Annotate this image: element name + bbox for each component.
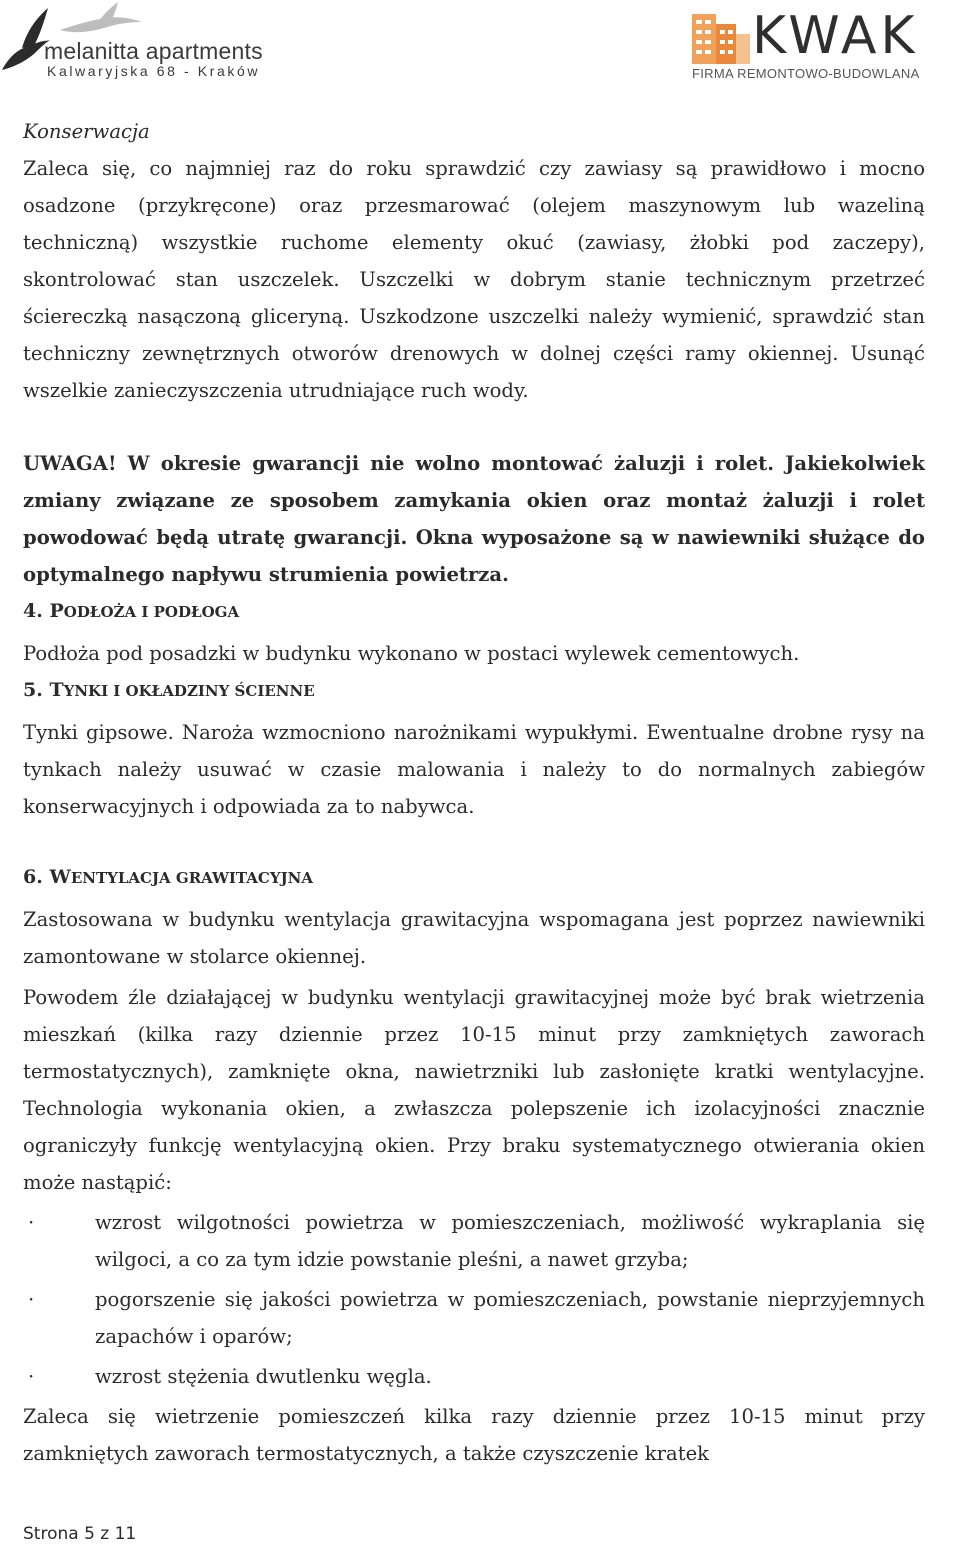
kwak-logo <box>690 8 952 88</box>
building-icon <box>690 10 752 68</box>
page-number: Strona 5 z 11 <box>23 1524 137 1544</box>
section-4-title-cap: P <box>49 600 64 622</box>
section-6-number: 6. <box>23 866 43 888</box>
section-5-title-rest: YNKI I OKŁADZINY ŚCIENNE <box>63 682 315 700</box>
section-4-text: Podłoża pod posadzki w budynku wykonano w postaci wylewek cementowych. <box>23 642 800 665</box>
kwak-subtitle: FIRMA REMONTOWO-BUDOWLANA <box>692 66 920 81</box>
bullet-icon: · <box>28 1288 35 1311</box>
page-header <box>0 0 960 95</box>
effects-list <box>23 1204 925 1395</box>
bird-icon-light <box>58 0 158 40</box>
conservation-heading: Konserwacja <box>23 120 150 143</box>
list-item-text: wzrost wilgotności powietrza w pomieszczeniach, możliwość wykraplania się wilgoci, a co za tym idzie powstanie pleśni, a nawet grzyba; <box>95 1211 925 1271</box>
section-4-title-rest: ODŁOŻA I PODŁOGA <box>63 603 240 621</box>
list-item <box>23 1358 925 1395</box>
section-6-heading <box>23 859 925 897</box>
list-item-text: wzrost stężenia dwutlenku węgla. <box>95 1365 432 1388</box>
brand-name: melanitta apartments <box>44 38 263 64</box>
warning-text: UWAGA! W okresie gwarancji nie wolno montować żaluzji i rolet. Jakiekolwiek zmiany związane ze sposobem zamykania okien oraz montaż żaluzji i rolet powodować będą utratę gwarancji. Okna wyposażone są w nawiewniki służące do optymalnego napływu strumienia powietrza. <box>23 452 925 586</box>
section-5-text: Tynki gipsowe. Naroża wzmocniono narożnikami wypukłymi. Ewentualne drobne rysy na tynkach należy usuwać w czasie malowania i należy to do normalnych zabiegów konserwacyjnych i odpowiada za to nabywca. <box>23 721 925 818</box>
section-4-heading <box>23 593 925 631</box>
brand-address: Kalwaryjska 68 - Kraków <box>47 63 261 79</box>
section-6-text-3: Zaleca się wietrzenie pomieszczeń kilka razy dziennie przez 10-15 minut przy zamkniętych zaworach termostatycznych, a także czyszczenie kratek <box>23 1405 925 1465</box>
bullet-icon: · <box>28 1365 35 1388</box>
section-5-heading <box>23 672 925 710</box>
section-4-number: 4. <box>23 600 43 622</box>
list-item <box>23 1204 925 1278</box>
list-item <box>23 1281 925 1355</box>
section-6-title-cap: W <box>49 866 71 888</box>
section-5-title-cap: T <box>49 679 64 701</box>
list-item-text: pogorszenie się jakości powietrza w pomieszczeniach, powstanie nieprzyjemnych zapachów i oparów; <box>95 1288 925 1348</box>
bullet-icon: · <box>28 1211 35 1234</box>
document-body <box>23 113 925 1472</box>
kwak-name: KWAK <box>752 6 919 66</box>
section-6-title-rest: ENTYLACJA GRAWITACYJNA <box>70 869 314 887</box>
conservation-text: Zaleca się, co najmniej raz do roku sprawdzić czy zawiasy są prawidłowo i mocno osadzone (przykręcone) oraz przesmarować (olejem maszynowym lub wazeliną techniczną) wszystkie ruchome elementy okuć (zawiasy, żłobki pod zaczepy), skontrolować stan uszczelek. Uszczelki w dobrym stanie technicznym przetrzeć ściereczką nasączoną gliceryną. Uszkodzone uszczelki należy wymienić, sprawdzić stan techniczny zewnętrznych otworów drenowych w dolnej części ramy okiennej. Usunąć wszelkie zanieczyszczenia utrudniające ruch wody. <box>23 157 925 402</box>
section-6-text-1: Zastosowana w budynku wentylacja grawitacyjna wspomagana jest poprzez nawiewniki zamontowane w stolarce okiennej. <box>23 908 925 968</box>
section-5-number: 5. <box>23 679 43 701</box>
melanitta-logo <box>0 0 280 90</box>
section-6-text-2: Powodem źle działającej w budynku wentylacji grawitacyjnej może być brak wietrzenia mieszkań (kilka razy dziennie przez 10-15 minut przy zamkniętych zaworach termostatycznych), zamknięte okna, nawietrzniki lub zasłonięte kratki wentylacyjne. Technologia wykonania okien, a zwłaszcza polepszenie ich izolacyjności znacznie ograniczyły funkcję wentylacyjną okien. Przy braku systematycznego otwierania okien może nastąpić: <box>23 986 925 1194</box>
